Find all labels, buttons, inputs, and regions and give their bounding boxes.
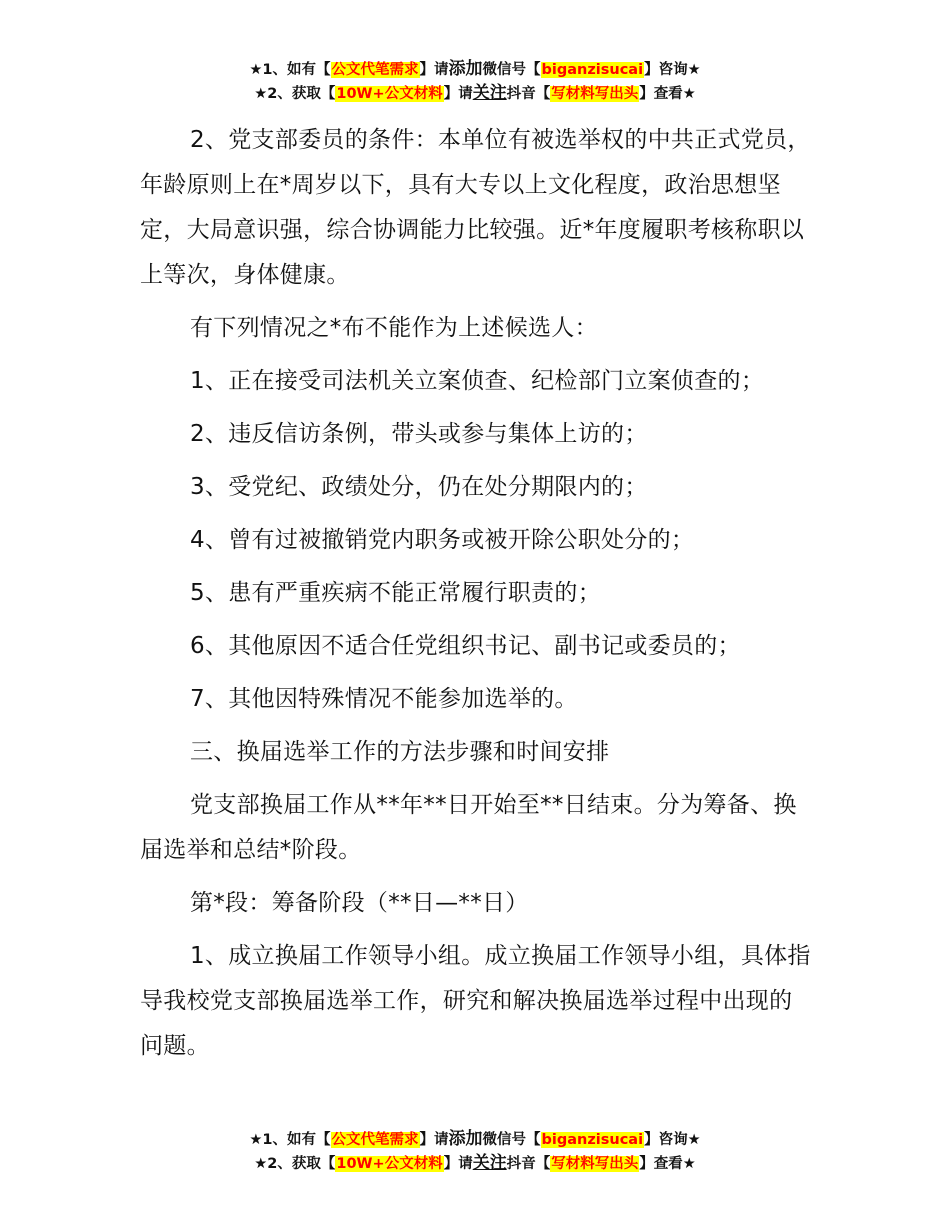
list-item: 6、其他原因不适合任党组织书记、副书记或委员的； (190, 633, 741, 659)
paragraph-candidate-conditions: 2、党支部委员的条件：本单位有被选举权的中共正式党员，年龄原则上在*周岁以下，具有大专以上文化程度，政治思想坚定，大局意识强，综合协调能力比较强。近*年度履职考核称职以上等次，身体健康。 (140, 127, 811, 288)
promo-highlight: 写材料写出头 (551, 1156, 639, 1172)
document-body (140, 118, 812, 1077)
list-item: 7、其他因特殊情况不能参加选举的。 (190, 686, 578, 712)
promo-highlight: 公文代笔需求 (331, 62, 419, 78)
list-item: 1、正在接受司法机关立案侦查、纪检部门立案侦查的； (190, 368, 765, 394)
section-heading: 三、换届选举工作的方法步骤和时间安排 (190, 739, 610, 765)
paragraph-leadership-group: 1、成立换届工作领导小组。成立换届工作领导小组，具体指导我校党支部换届选举工作，研究和解决换届选举过程中出现的问题。 (140, 943, 811, 1059)
promo-line-2: ★2、获取【10W+公文材料】请关注抖音【写材料写出头】查看★ (254, 83, 696, 103)
promo-highlight: 10W+公文材料 (336, 86, 443, 102)
promo-line-1: ★1、如有【公文代笔需求】请添加微信号【biganzisucai】咨询★ (249, 59, 701, 79)
promo-highlight: 10W+公文材料 (336, 1156, 443, 1172)
promo-line-1: ★1、如有【公文代笔需求】请添加微信号【biganzisucai】咨询★ (249, 1129, 701, 1149)
promo-highlight: 写材料写出头 (551, 86, 639, 102)
list-item: 2、违反信访条例，带头或参与集体上访的； (190, 421, 648, 447)
promo-highlight: 公文代笔需求 (331, 1132, 419, 1148)
promo-highlight: biganzisucai (541, 62, 644, 78)
list-item: 4、曾有过被撤销党内职务或被开除公职处分的； (190, 527, 695, 553)
list-item: 5、患有严重疾病不能正常履行职责的； (190, 580, 602, 606)
promo-banner-top (0, 58, 950, 106)
promo-highlight: biganzisucai (541, 1132, 644, 1148)
stage-heading: 第*段：筹备阶段（**日—**日） (190, 890, 529, 916)
promo-line-2: ★2、获取【10W+公文材料】请关注抖音【写材料写出头】查看★ (254, 1153, 696, 1173)
paragraph-exclusions-intro: 有下列情况之*布不能作为上述候选人： (190, 315, 598, 341)
promo-banner-bottom (0, 1128, 950, 1176)
list-item: 3、受党纪、政绩处分，仍在处分期限内的； (190, 474, 648, 500)
paragraph-schedule: 党支部换届工作从**年**日开始至**日结束。分为筹备、换届选举和总结*阶段。 (140, 792, 797, 863)
